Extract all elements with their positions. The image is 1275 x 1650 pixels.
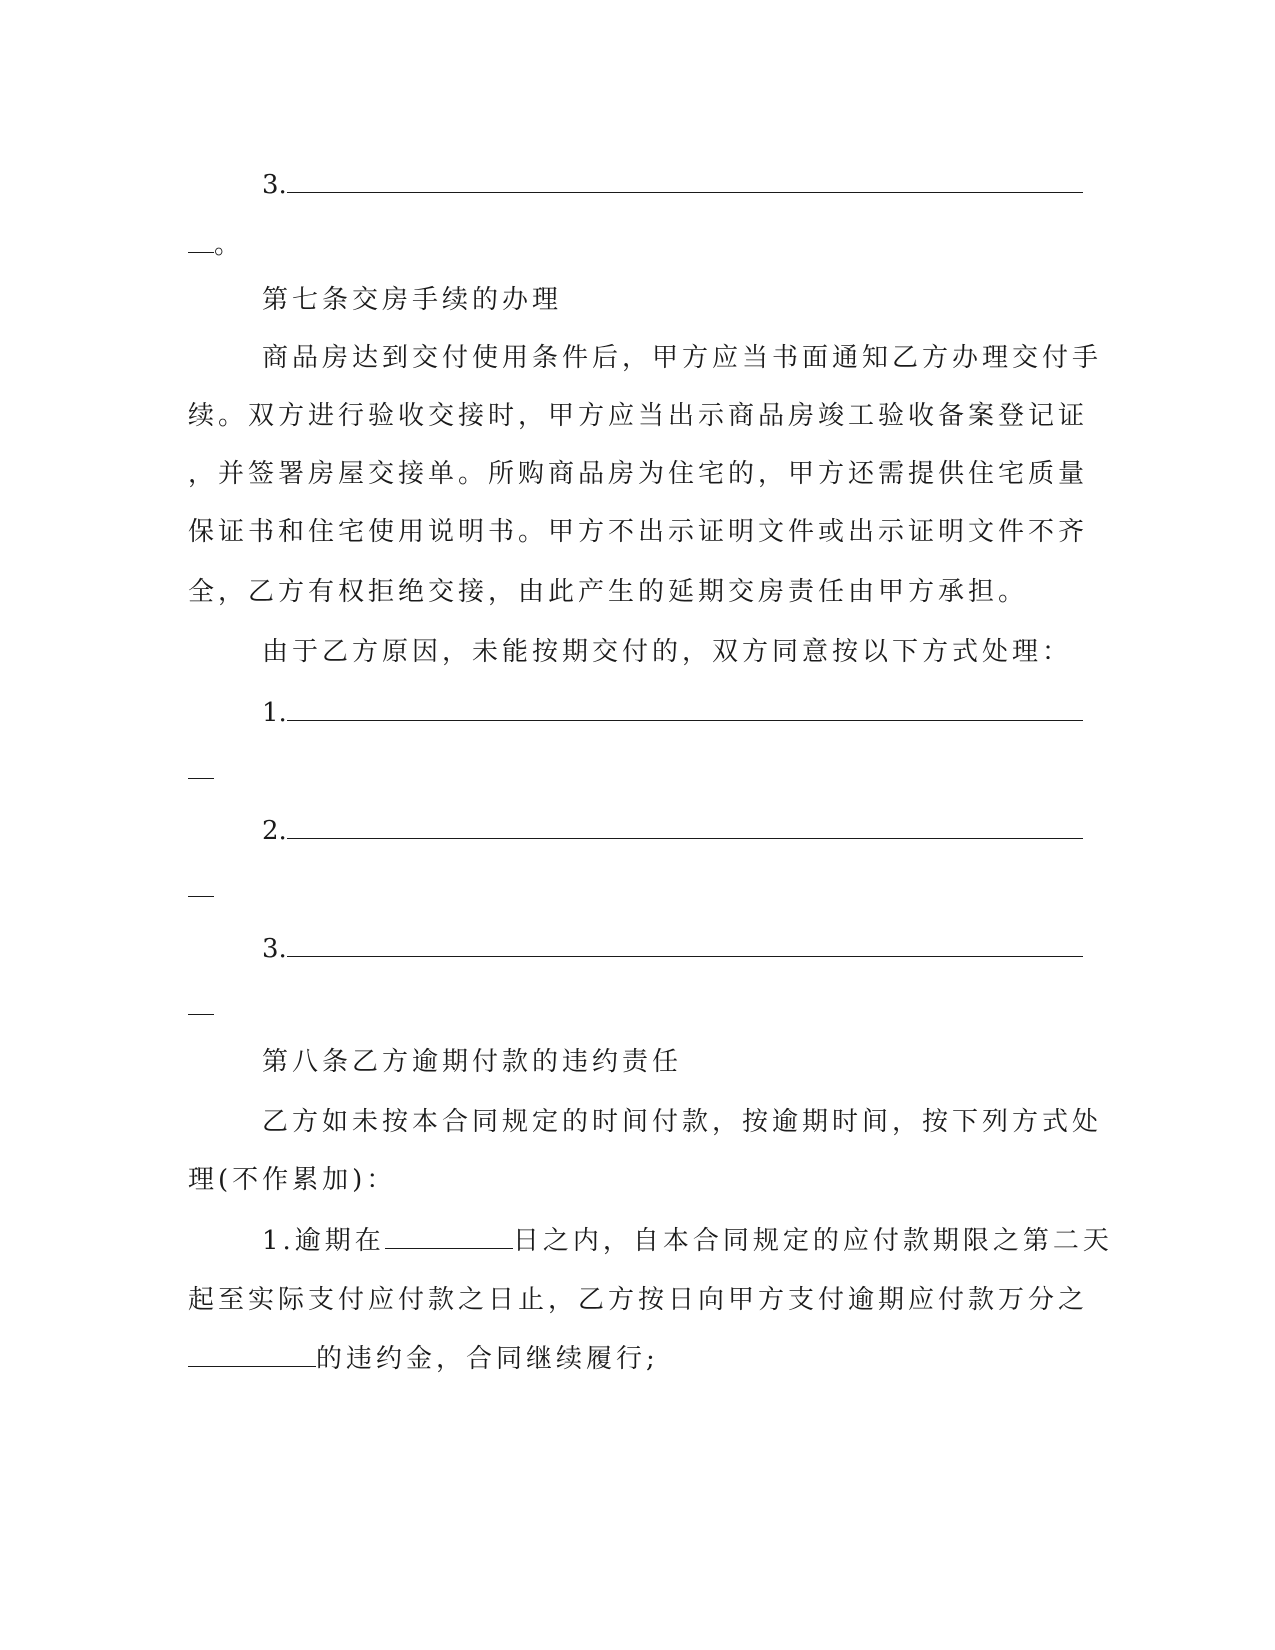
paragraph-line: 理(不作累加)： [188, 1165, 397, 1195]
clause-text: 1.逾期在 [262, 1226, 385, 1256]
fill-in-blank[interactable] [188, 870, 214, 897]
rate-blank[interactable] [188, 1340, 316, 1367]
fill-in-blank[interactable] [287, 930, 1083, 957]
item-1-line [262, 694, 1142, 731]
article-7-heading: 第七条交房手续的办理 [262, 285, 563, 315]
fill-in-blank[interactable] [287, 694, 1083, 721]
paragraph-line: 保证书和住宅使用说明书。甲方不出示证明文件或出示证明文件不齐 [188, 517, 1089, 547]
fill-in-blank[interactable] [287, 166, 1083, 193]
fill-in-blank[interactable] [188, 752, 214, 779]
penalty-clause-line [262, 1222, 1142, 1259]
article-8-heading: 第八条乙方逾期付款的违约责任 [262, 1047, 683, 1077]
days-blank[interactable] [385, 1222, 513, 1249]
paragraph-line: 全，乙方有权拒绝交接，由此产生的延期交房责任由甲方承担。 [188, 577, 1029, 607]
item-3-continuation [188, 226, 1068, 263]
fill-in-blank[interactable] [188, 226, 214, 253]
period-mark: 。 [214, 230, 245, 260]
item-number: 1. [262, 698, 287, 728]
paragraph-line: 由于乙方原因，未能按期交付的，双方同意按以下方式处理： [262, 637, 1073, 667]
clause-text: 日之内，自本合同规定的应付款期限之第二天 [512, 1226, 1113, 1256]
paragraph-line: 续。双方进行验收交接时，甲方应当出示商品房竣工验收备案登记证 [188, 401, 1089, 431]
clause-text: 的违约金，合同继续履行; [316, 1344, 659, 1374]
item-3-line [262, 930, 1142, 967]
item-number: 3. [262, 170, 287, 200]
item-3-line [262, 166, 1142, 203]
item-3-continuation [188, 988, 1068, 1025]
item-number: 2. [262, 816, 287, 846]
fill-in-blank[interactable] [287, 812, 1083, 839]
penalty-rate-line [188, 1340, 1068, 1377]
item-number: 3. [262, 934, 287, 964]
item-2-continuation [188, 870, 1068, 907]
fill-in-blank[interactable] [188, 988, 214, 1015]
item-1-continuation [188, 752, 1068, 789]
paragraph-line: 起至实际支付应付款之日止，乙方按日向甲方支付逾期应付款万分之 [188, 1285, 1089, 1315]
paragraph-line: ，并签署房屋交接单。所购商品房为住宅的，甲方还需提供住宅质量 [188, 459, 1089, 489]
item-2-line [262, 812, 1142, 849]
paragraph-line: 商品房达到交付使用条件后，甲方应当书面通知乙方办理交付手 [262, 343, 1103, 373]
paragraph-line: 乙方如未按本合同规定的时间付款，按逾期时间，按下列方式处 [262, 1107, 1103, 1137]
